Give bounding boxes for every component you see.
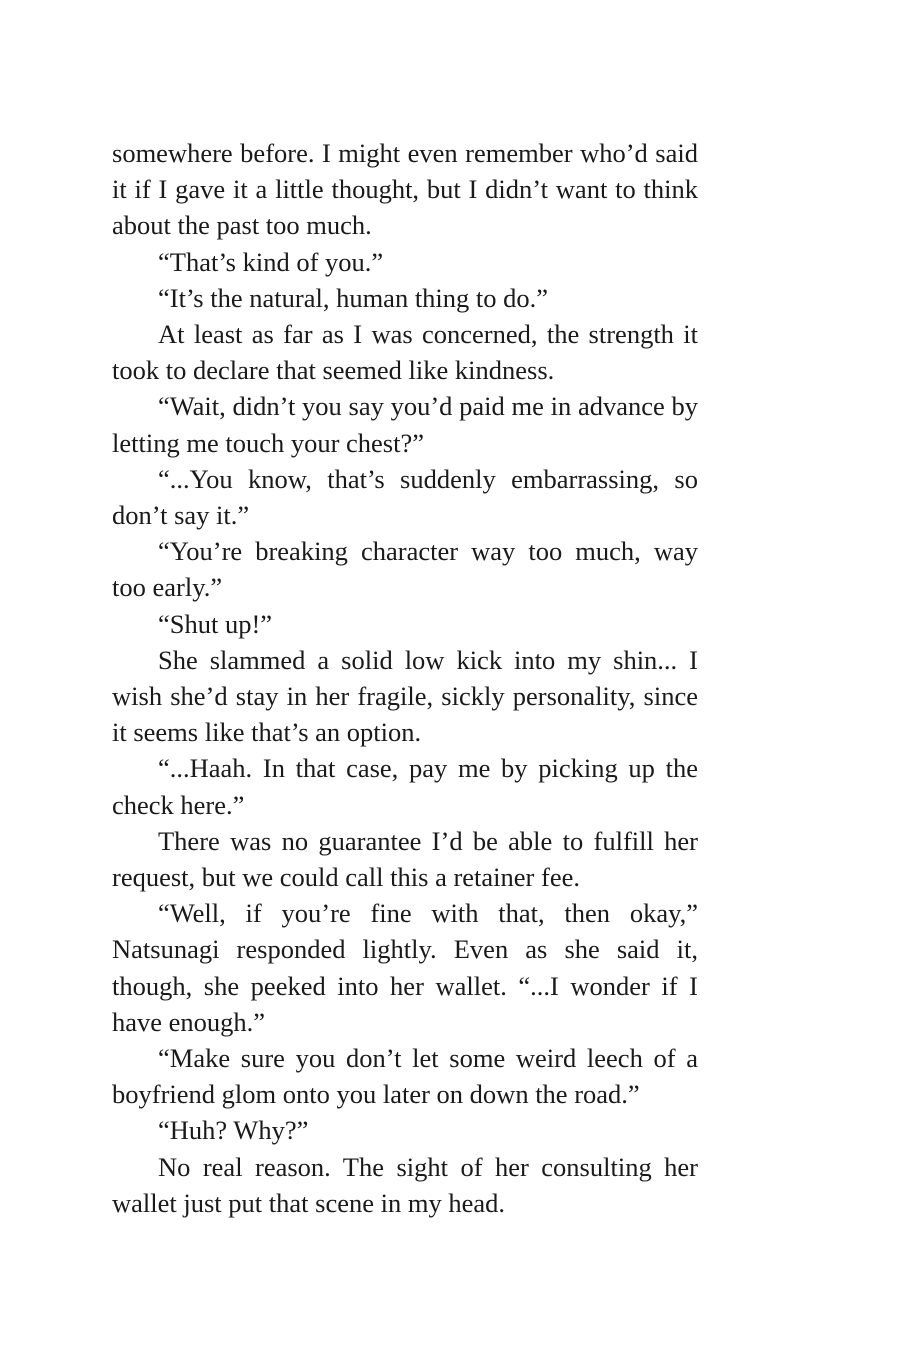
paragraph: “That’s kind of you.”	[158, 246, 384, 277]
paragraph: somewhere before. I might even remember who’d said it if I gave it a little thought, but I didn’t want to think about the past too much.	[112, 138, 698, 241]
paragraph: At least as far as I was concerned, the strength it took to declare that seemed like kindness.	[112, 319, 698, 386]
paragraph: She slammed a solid low kick into my shin... I wish she’d stay in her fragile, sickly personality, since it seems like that’s an option.	[112, 644, 698, 748]
paragraph: “Well, if you’re fine with that, then okay,” Natsunagi responded lightly. Even as she said it, though, she peeked into her wallet. “...I wonder if I have enough.”	[112, 898, 698, 1037]
paragraph: “...You know, that’s suddenly embarrassing, so don’t say it.”	[112, 463, 698, 531]
paragraph: “Huh? Why?”	[158, 1115, 309, 1146]
paragraph: “You’re breaking character way too much, way too early.”	[112, 536, 698, 603]
paragraph: “Wait, didn’t you say you’d paid me in advance by letting me touch your chest?”	[112, 391, 698, 458]
paragraph: “Make sure you don’t let some weird leech of a boyfriend glom onto you later on down the road.”	[112, 1043, 698, 1110]
page-body	[112, 135, 698, 1221]
paragraph: “It’s the natural, human thing to do.”	[158, 282, 549, 313]
paragraph: “...Haah. In that case, pay me by picking up the check here.”	[112, 753, 698, 820]
paragraph: No real reason. The sight of her consulting her wallet just put that scene in my head.	[112, 1151, 698, 1218]
paragraph: There was no guarantee I’d be able to fulfill her request, but we could call this a retainer fee.	[112, 825, 698, 893]
paragraph: “Shut up!”	[158, 608, 273, 639]
